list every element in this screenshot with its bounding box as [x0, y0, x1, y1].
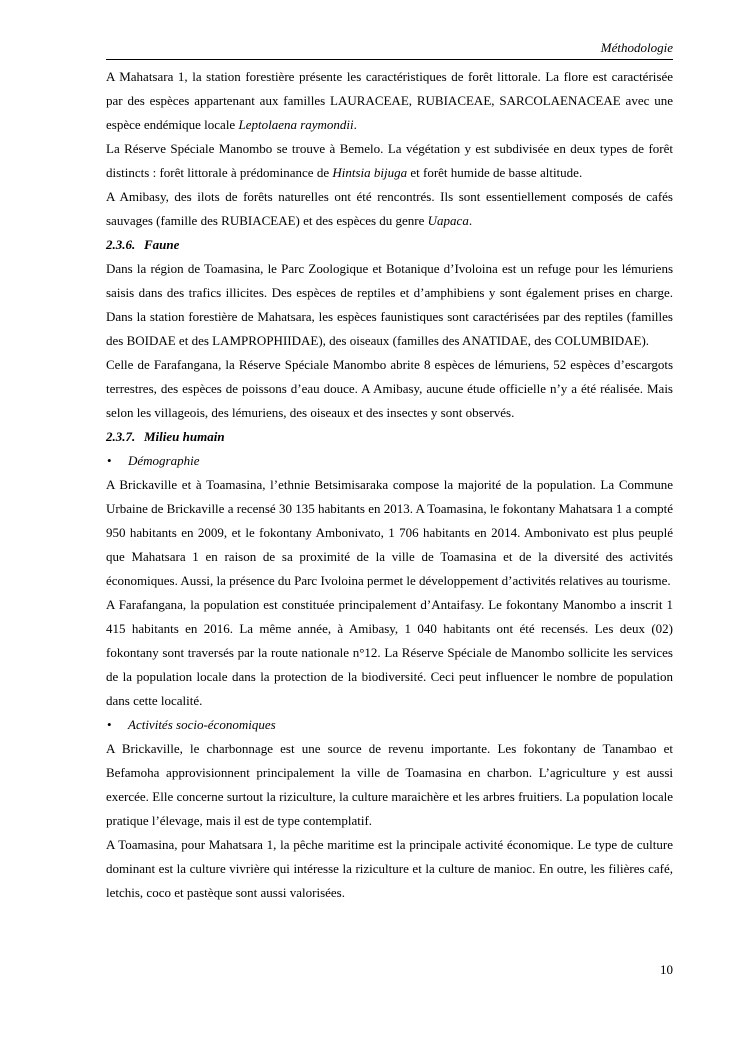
paragraph — [106, 137, 673, 185]
paragraph — [106, 737, 673, 833]
paragraph — [106, 257, 673, 353]
header-section-title: Méthodologie — [600, 40, 673, 55]
bullet-text: Activités socio-économiques — [128, 717, 276, 732]
page-body — [106, 65, 673, 905]
paragraph-text: A Brickaville, le charbonnage est une source de revenu importante. Les fokontany de Tanambao et Befamoha approvisionnent principalement la ville de Toamasina en charbon. L’agriculture y est aussi exercée. Elle concerne surtout la riziculture, la culture maraichère et les arbres fruitiers. La population locale pratique l’élevage, mais il est de type contemplatif. — [106, 741, 673, 828]
paragraph-text: . — [353, 117, 357, 132]
paragraph-text: . — [468, 213, 473, 228]
running-header — [106, 40, 673, 60]
paragraph-text: et forêt humide de basse altitude. — [407, 165, 583, 180]
paragraph-text: A Amibasy, des ilots de forêts naturelles ont été rencontrés. Ils sont essentiellement composés de cafés sauvages (famille des RUBIACEAE) et des espèces du genre — [106, 189, 673, 228]
paragraph-text: Dans la région de Toamasina, le Parc Zoologique et Botanique d’Ivoloina est un refuge pour les lémuriens saisis dans des trafics illicites. Des espèces de reptiles et d’amphibiens y sont également prises en charge. Dans la station forestière de Mahatsara, les espèces faunistiques sont caractérisées par des reptiles (familles des BOIDAE et des LAMPROPHIIDAE), des oiseaux (familles des ANATIDAE, des COLUMBIDAE). — [106, 261, 673, 348]
paragraph — [106, 185, 673, 233]
section-title: Faune — [144, 237, 180, 252]
paragraph — [106, 353, 673, 425]
bullet-subheading — [106, 713, 673, 737]
paragraph-text: A Brickaville et à Toamasina, l’ethnie Betsimisaraka compose la majorité de la population. La Commune Urbaine de Brickaville a recensé 30 135 habitants en 2013. A Toamasina, le fokontany Mahatsara 1 a compté 950 habitants en 2009, et le fokontany Ambonivato, 1 706 habitants en 2014. Ambonivato est plus peuplé que Mahatsara 1 en raison de sa proximité de la ville de Toamasina et de la diversité des activités économiques. Aussi, la présence du Parc Ivoloina permet le développement d’activités relatives au tourisme. — [106, 477, 673, 588]
paragraph — [106, 473, 673, 593]
section-number: 2.3.7. — [106, 429, 136, 444]
bullet-subheading — [106, 449, 673, 473]
bullet-text: Démographie — [128, 453, 200, 468]
species-name: Hintsia bijuga — [332, 165, 408, 180]
section-heading — [106, 233, 673, 257]
section-title: Milieu humain — [144, 429, 225, 444]
paragraph-text: A Toamasina, pour Mahatsara 1, la pêche maritime est la principale activité économique. Le type de culture dominant est la culture vivrière qui intéresse la riziculture et la culture de manioc. En outre, les filières café, letchis, coco et pastèque sont aussi valorisées. — [106, 837, 673, 900]
species-name: Leptolaena raymondii — [238, 117, 354, 132]
species-name: Uapaca — [427, 213, 469, 228]
paragraph-text: A Mahatsara 1, la station forestière présente les caractéristiques de forêt littorale. La flore est caractérisée par des espèces appartenant aux familles LAURACEAE, RUBIACEAE, SARCOLAENACEAE avec une espèce endémique locale — [106, 69, 673, 132]
paragraph-text: Celle de Farafangana, la Réserve Spéciale Manombo abrite 8 espèces de lémuriens, 52 espèces d’escargots terrestres, des espèces de poissons d’eau douce. A Amibasy, aucune étude officielle n’y a été réalisée. Mais selon les villageois, des lémuriens, des oiseaux et des insectes y sont observés. — [106, 357, 673, 420]
paragraph-text: La Réserve Spéciale Manombo se trouve à Bemelo. La végétation y est subdivisée en deux types de forêt distincts : forêt littorale à prédominance de — [106, 141, 673, 180]
page-number: 10 — [660, 962, 673, 977]
paragraph-text: A Farafangana, la population est constituée principalement d’Antaifasy. Le fokontany Manombo a inscrit 1 415 habitants en 2016. La même année, à Amibasy, 1 040 habitants ont été recensés. Les deux (02) fokontany sont traversés par la route nationale n°12. La Réserve Spéciale de Manombo sollicite les services de la population locale dans la protection de la biodiversité. Ceci peut influencer le nombre de population dans cette localité. — [106, 597, 673, 708]
section-heading — [106, 425, 673, 449]
section-number: 2.3.6. — [106, 237, 136, 252]
paragraph — [106, 65, 673, 137]
paragraph — [106, 833, 673, 905]
paragraph — [106, 593, 673, 713]
